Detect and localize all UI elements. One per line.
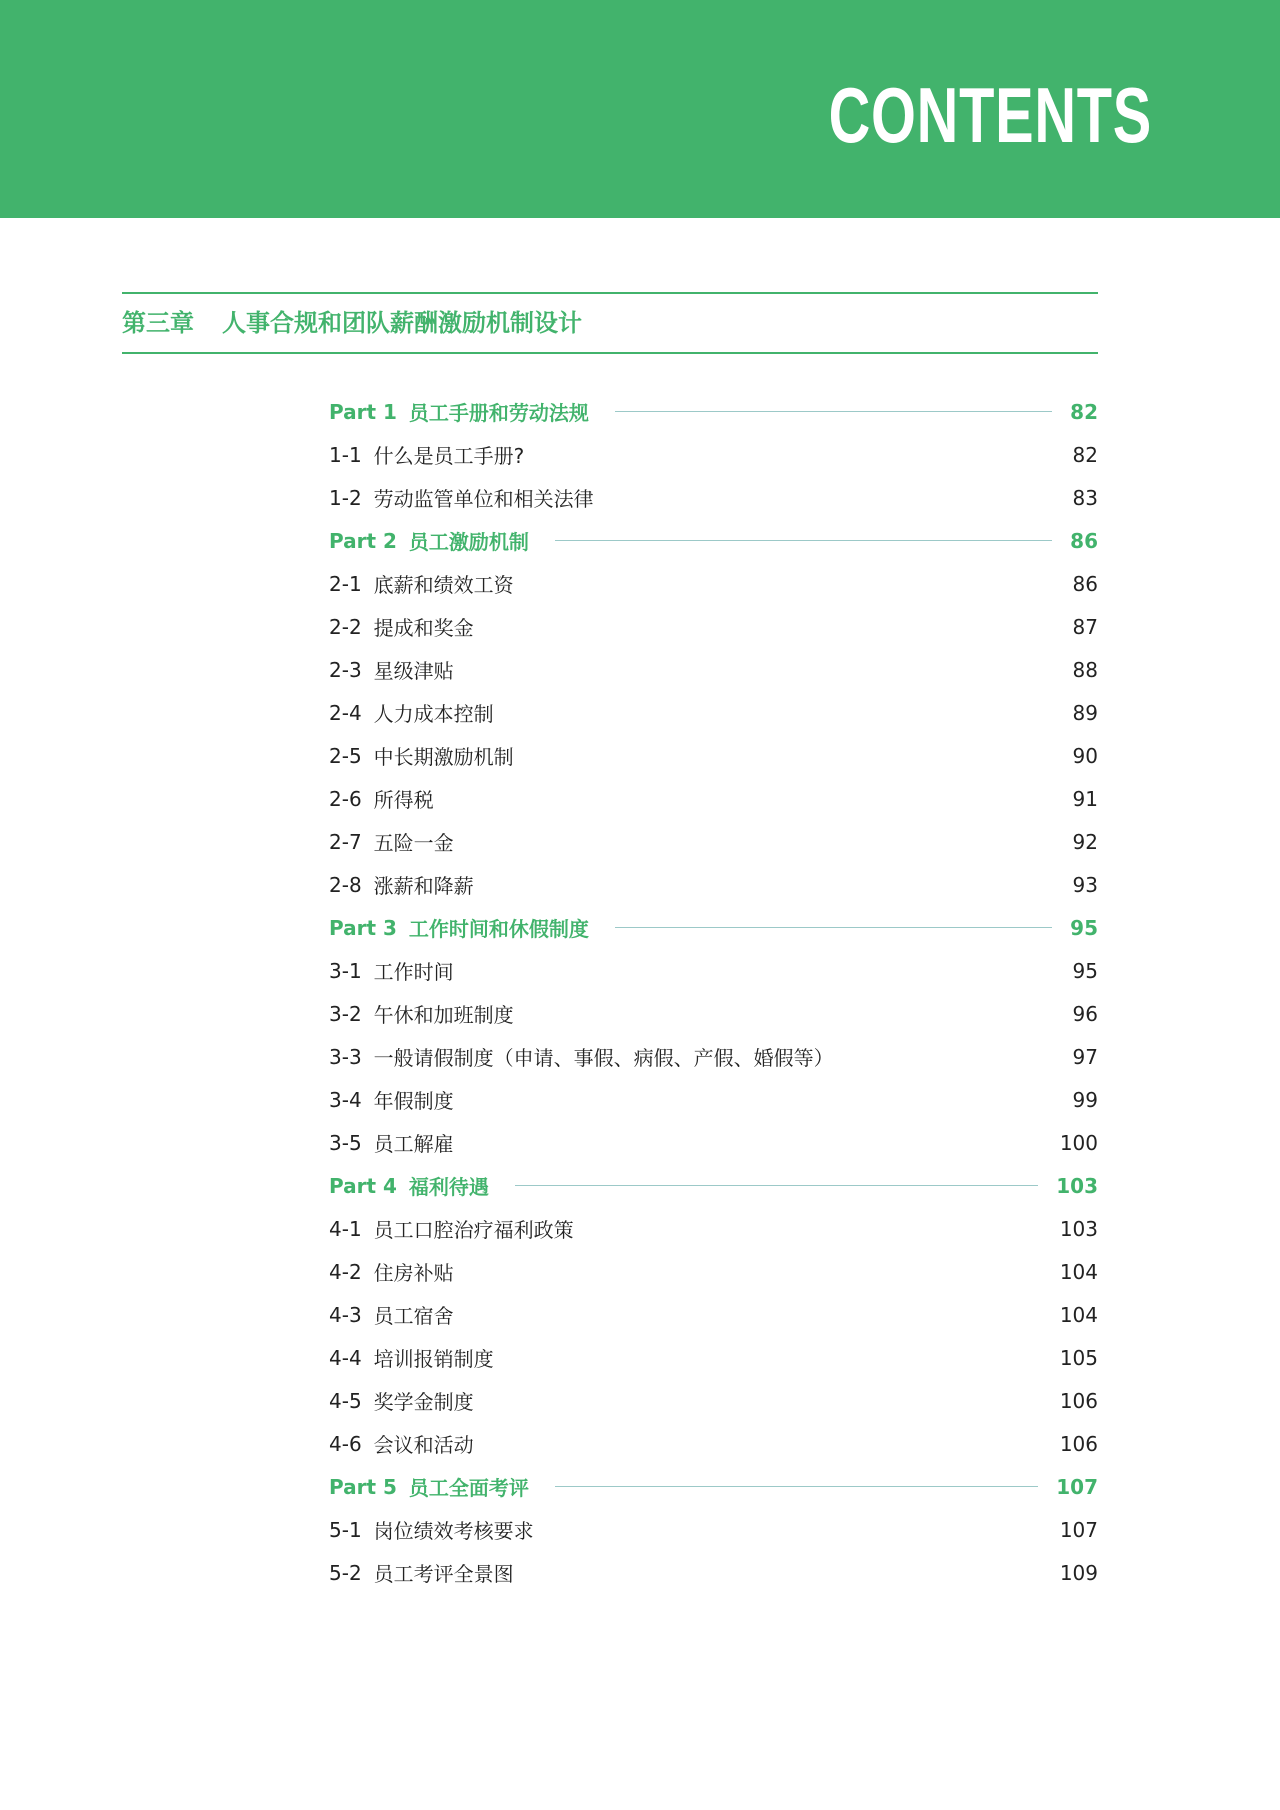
toc-part-heading[interactable] xyxy=(329,1465,1098,1508)
toc-entry-title: 福利待遇 xyxy=(408,1175,489,1199)
toc-entry-number: 3-2 xyxy=(329,1001,362,1026)
toc-entry-number: Part 3 xyxy=(329,915,397,940)
toc-entry-title: 五险一金 xyxy=(373,831,454,855)
toc-entry[interactable] xyxy=(329,1078,1098,1121)
toc-entry-number: 1-1 xyxy=(329,442,362,467)
toc-page-number: 95 xyxy=(1072,958,1098,983)
toc-entry[interactable] xyxy=(329,605,1098,648)
contents-banner xyxy=(0,0,1280,218)
toc-entry-number: 3-5 xyxy=(329,1130,362,1155)
toc-entry-number: 2-6 xyxy=(329,786,362,811)
toc-entry[interactable] xyxy=(329,433,1098,476)
toc-entry[interactable] xyxy=(329,562,1098,605)
toc-entry[interactable] xyxy=(329,949,1098,992)
toc-page-number: 92 xyxy=(1072,829,1098,854)
toc-entry-title: 涨薪和降薪 xyxy=(373,874,474,898)
toc-page-number: 83 xyxy=(1072,485,1098,510)
toc-entry-number: 3-3 xyxy=(329,1044,362,1069)
table-of-contents xyxy=(329,390,1098,1594)
toc-entry-title: 工作时间和休假制度 xyxy=(408,917,589,941)
toc-entry[interactable] xyxy=(329,1379,1098,1422)
toc-entry[interactable] xyxy=(329,1035,1098,1078)
toc-entry-number: 2-4 xyxy=(329,700,362,725)
toc-entry[interactable] xyxy=(329,1422,1098,1465)
toc-entry-title: 提成和奖金 xyxy=(373,616,474,640)
toc-entry[interactable] xyxy=(329,1207,1098,1250)
toc-leader-line xyxy=(515,1185,1038,1186)
toc-entry-number: 4-1 xyxy=(329,1216,362,1241)
toc-page-number: 106 xyxy=(1059,1388,1098,1413)
toc-entry-title: 员工宿舍 xyxy=(373,1304,454,1328)
toc-page-number: 91 xyxy=(1072,786,1098,811)
toc-leader-line xyxy=(555,1486,1038,1487)
toc-entry-title: 岗位绩效考核要求 xyxy=(373,1519,534,1543)
toc-entry-number: 1-2 xyxy=(329,485,362,510)
toc-page-number: 86 xyxy=(1072,571,1098,596)
toc-page-number: 103 xyxy=(1059,1216,1098,1241)
toc-entry[interactable] xyxy=(329,1508,1098,1551)
toc-page-number: 82 xyxy=(1070,399,1098,424)
toc-entry-number: Part 1 xyxy=(329,399,397,424)
toc-page-number: 99 xyxy=(1072,1087,1098,1112)
toc-page-number: 107 xyxy=(1056,1474,1098,1499)
toc-entry-title: 午休和加班制度 xyxy=(373,1003,514,1027)
toc-entry-title: 员工考评全景图 xyxy=(373,1562,514,1586)
toc-entry-number: 2-5 xyxy=(329,743,362,768)
toc-entry-title: 员工解雇 xyxy=(373,1132,454,1156)
toc-entry-number: 3-1 xyxy=(329,958,362,983)
toc-page-number: 104 xyxy=(1059,1259,1098,1284)
toc-entry[interactable] xyxy=(329,648,1098,691)
toc-entry[interactable] xyxy=(329,820,1098,863)
toc-entry-title: 人力成本控制 xyxy=(373,702,494,726)
toc-entry-number: Part 2 xyxy=(329,528,397,553)
toc-entry-number: 2-1 xyxy=(329,571,362,596)
chapter-heading xyxy=(122,292,1098,354)
toc-entry-title: 培训报销制度 xyxy=(373,1347,494,1371)
toc-page-number: 103 xyxy=(1056,1173,1098,1198)
toc-entry-number: 5-1 xyxy=(329,1517,362,1542)
toc-entry-title: 员工全面考评 xyxy=(408,1476,529,1500)
toc-entry[interactable] xyxy=(329,1121,1098,1164)
chapter-label: 第三章 xyxy=(122,309,194,337)
toc-page-number: 87 xyxy=(1072,614,1098,639)
toc-page-number: 96 xyxy=(1072,1001,1098,1026)
toc-entry-number: 4-4 xyxy=(329,1345,362,1370)
toc-page-number: 104 xyxy=(1059,1302,1098,1327)
toc-entry[interactable] xyxy=(329,476,1098,519)
toc-page-number: 82 xyxy=(1072,442,1098,467)
toc-entry-number: 2-2 xyxy=(329,614,362,639)
toc-page-number: 109 xyxy=(1059,1560,1098,1585)
toc-entry-title: 员工口腔治疗福利政策 xyxy=(373,1218,574,1242)
toc-entry[interactable] xyxy=(329,863,1098,906)
toc-page-number: 90 xyxy=(1072,743,1098,768)
toc-entry[interactable] xyxy=(329,992,1098,1035)
toc-page-number: 88 xyxy=(1072,657,1098,682)
chapter-title: 人事合规和团队薪酬激励机制设计 xyxy=(222,309,582,337)
toc-entry-title: 什么是员工手册? xyxy=(373,444,525,468)
toc-leader-line xyxy=(615,411,1052,412)
toc-entry[interactable] xyxy=(329,1293,1098,1336)
toc-entry-number: 4-2 xyxy=(329,1259,362,1284)
toc-entry-number: Part 4 xyxy=(329,1173,397,1198)
toc-entry-title: 年假制度 xyxy=(373,1089,454,1113)
toc-entry[interactable] xyxy=(329,1250,1098,1293)
toc-entry-title: 底薪和绩效工资 xyxy=(373,573,514,597)
toc-entry[interactable] xyxy=(329,777,1098,820)
toc-entry-title: 员工激励机制 xyxy=(408,530,529,554)
toc-entry-number: 5-2 xyxy=(329,1560,362,1585)
toc-page-number: 89 xyxy=(1072,700,1098,725)
toc-page-number: 106 xyxy=(1059,1431,1098,1456)
toc-entry-title: 所得税 xyxy=(373,788,434,812)
toc-page-number: 100 xyxy=(1059,1130,1098,1155)
toc-part-heading[interactable] xyxy=(329,906,1098,949)
toc-page-number: 97 xyxy=(1072,1044,1098,1069)
toc-page-number: 93 xyxy=(1072,872,1098,897)
toc-entry-title: 劳动监管单位和相关法律 xyxy=(373,487,594,511)
toc-entry-number: 3-4 xyxy=(329,1087,362,1112)
toc-entry-title: 中长期激励机制 xyxy=(373,745,514,769)
toc-leader-line xyxy=(555,540,1052,541)
toc-entry-title: 住房补贴 xyxy=(373,1261,454,1285)
toc-page-number: 95 xyxy=(1070,915,1098,940)
toc-entry-number: 2-3 xyxy=(329,657,362,682)
toc-page-number: 105 xyxy=(1059,1345,1098,1370)
toc-entry-number: 2-7 xyxy=(329,829,362,854)
toc-part-heading[interactable] xyxy=(329,1164,1098,1207)
toc-entry-title: 星级津贴 xyxy=(373,659,454,683)
toc-entry-number: 4-5 xyxy=(329,1388,362,1413)
toc-part-heading[interactable] xyxy=(329,390,1098,433)
toc-entry-title: 工作时间 xyxy=(373,960,454,984)
toc-entry-number: 4-6 xyxy=(329,1431,362,1456)
toc-entry[interactable] xyxy=(329,734,1098,777)
toc-entry-number: Part 5 xyxy=(329,1474,397,1499)
toc-entry-number: 2-8 xyxy=(329,872,362,897)
toc-entry-title: 会议和活动 xyxy=(373,1433,474,1457)
toc-entry-title: 员工手册和劳动法规 xyxy=(408,401,589,425)
toc-entry[interactable] xyxy=(329,691,1098,734)
toc-leader-line xyxy=(615,927,1052,928)
page-title: CONTENTS xyxy=(828,71,1152,159)
toc-entry[interactable] xyxy=(329,1551,1098,1594)
toc-entry-title: 一般请假制度（申请、事假、病假、产假、婚假等） xyxy=(373,1046,834,1070)
toc-entry-number: 4-3 xyxy=(329,1302,362,1327)
toc-entry-title: 奖学金制度 xyxy=(373,1390,474,1414)
toc-part-heading[interactable] xyxy=(329,519,1098,562)
toc-page-number: 86 xyxy=(1070,528,1098,553)
toc-page-number: 107 xyxy=(1059,1517,1098,1542)
toc-entry[interactable] xyxy=(329,1336,1098,1379)
